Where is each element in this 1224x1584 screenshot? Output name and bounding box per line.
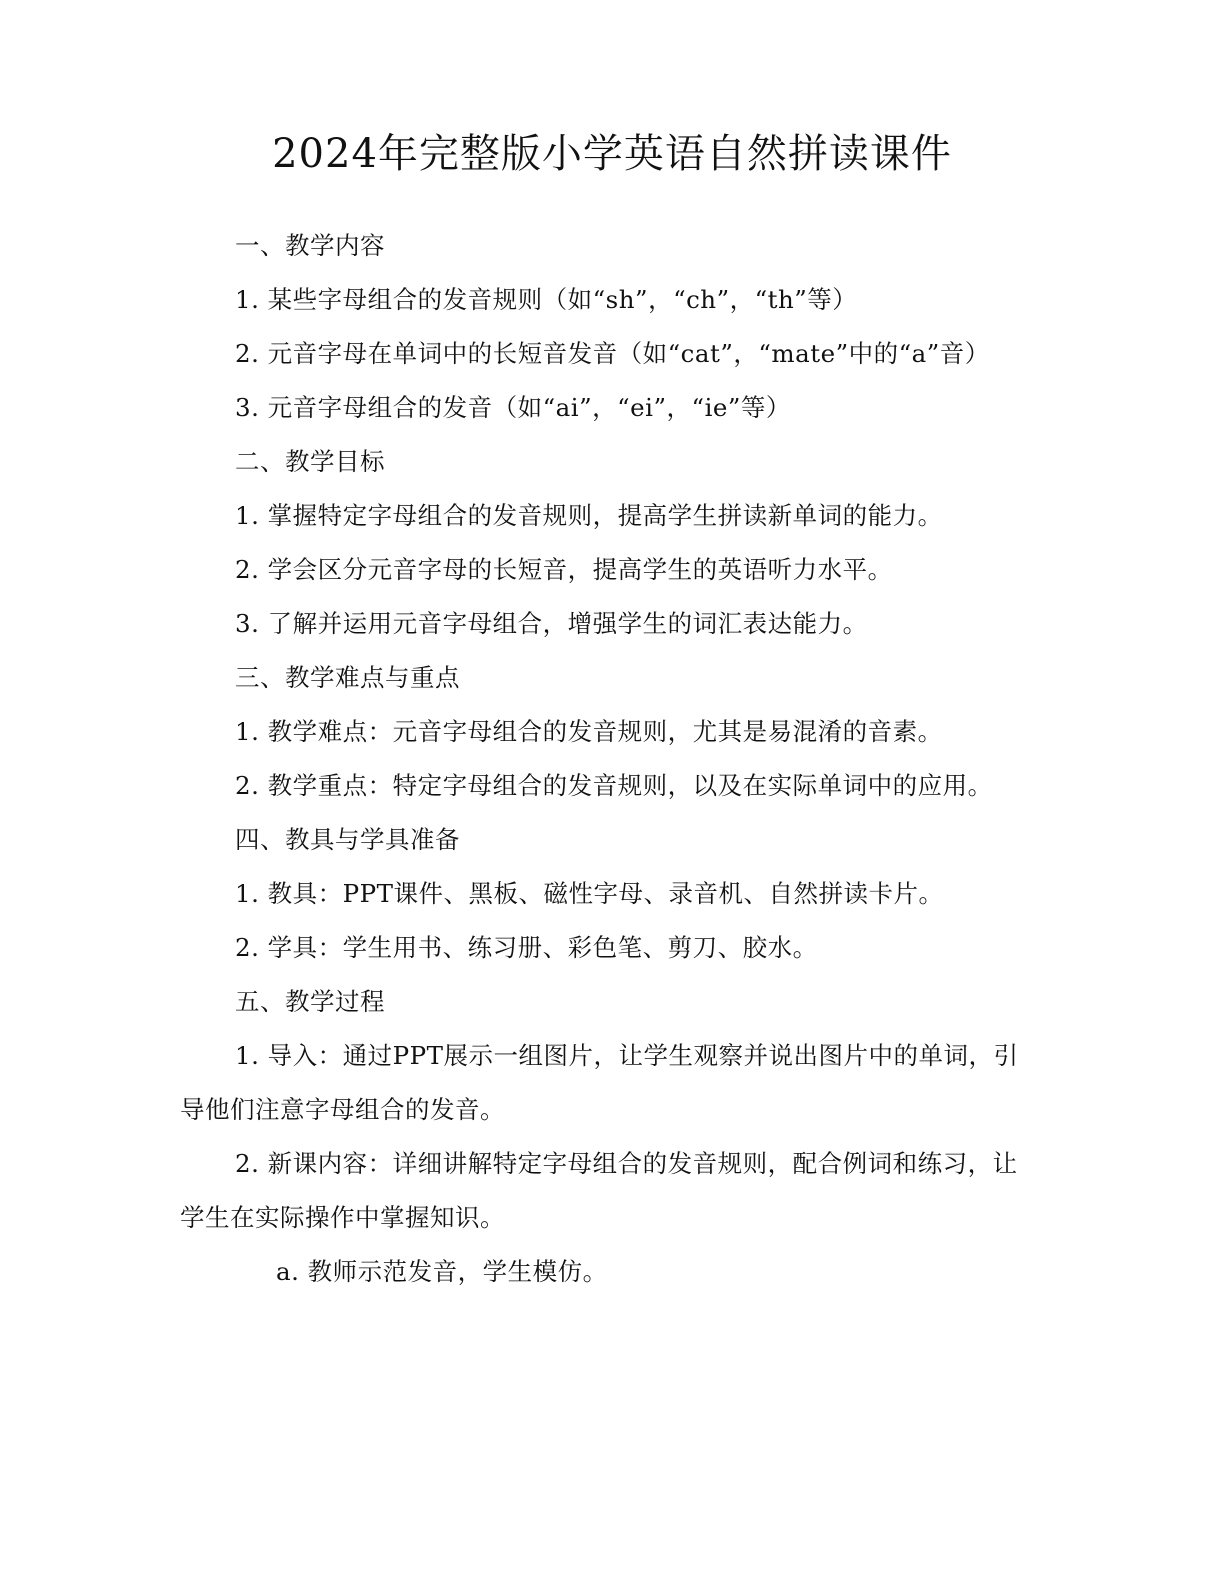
difficulty-item-1: 1. 教学难点：元音字母组合的发音规则，尤其是易混淆的音素。 [235,717,943,746]
materials-item-2: 2. 学具：学生用书、练习册、彩色笔、剪刀、胶水。 [235,933,818,962]
section-heading-difficulties: 三、教学难点与重点 [235,663,460,692]
goal-item-3: 3. 了解并运用元音字母组合，增强学生的词汇表达能力。 [235,609,868,638]
document-title: 2024年完整版小学英语自然拼读课件 [272,131,952,177]
process-item-2: 2. 新课内容：详细讲解特定字母组合的发音规则，配合例词和练习，让学生在实际操作中掌握知识。 [180,1149,1018,1232]
section-heading-teaching-content: 一、教学内容 [235,231,385,260]
materials-item-1: 1. 教具：PPT课件、黑板、磁性字母、录音机、自然拼读卡片。 [235,879,944,908]
content-item-2: 2. 元音字母在单词中的长短音发音（如“cat”，“mate”中的“a”音） [235,339,990,368]
process-subitem-a: a. 教师示范发音，学生模仿。 [276,1257,608,1286]
content-item-3: 3. 元音字母组合的发音（如“ai”，“ei”，“ie”等） [235,393,791,422]
section-heading-process: 五、教学过程 [235,987,385,1016]
section-heading-materials: 四、教具与学具准备 [235,825,460,854]
process-item-1: 1. 导入：通过PPT展示一组图片，让学生观察并说出图片中的单词，引导他们注意字母组合的发音。 [180,1041,1019,1124]
section-heading-teaching-goals: 二、教学目标 [235,447,385,476]
document-body [180,219,1030,1299]
goal-item-1: 1. 掌握特定字母组合的发音规则，提高学生拼读新单词的能力。 [235,501,943,530]
goal-item-2: 2. 学会区分元音字母的长短音，提高学生的英语听力水平。 [235,555,893,584]
difficulty-item-2: 2. 教学重点：特定字母组合的发音规则，以及在实际单词中的应用。 [235,771,993,800]
content-item-1: 1. 某些字母组合的发音规则（如“sh”，“ch”，“th”等） [235,285,858,314]
